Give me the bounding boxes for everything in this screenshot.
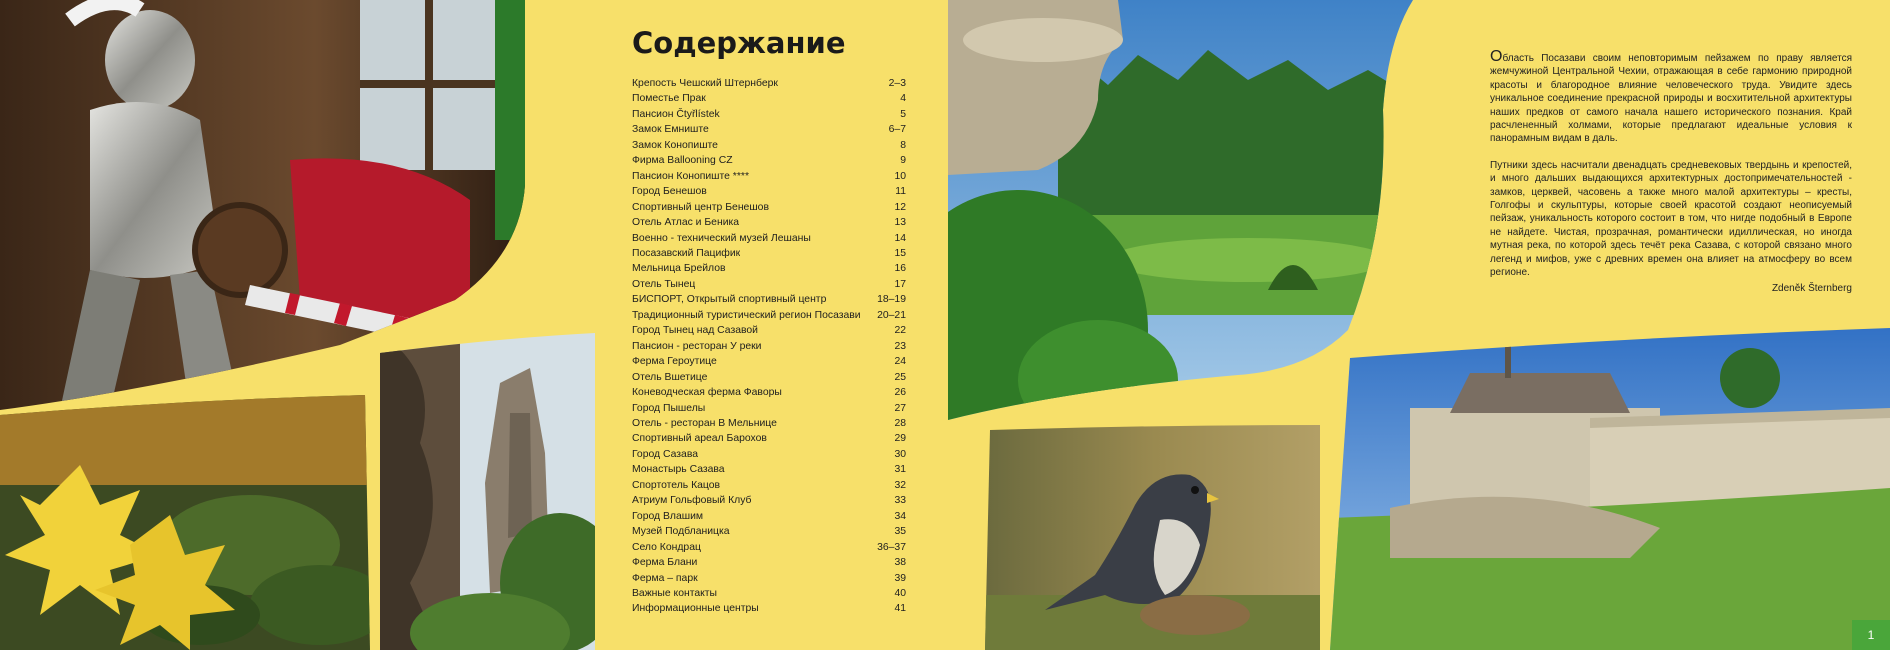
toc-item-page: 30: [894, 448, 906, 460]
castle-photo: [1330, 318, 1890, 650]
toc-item-title: Отель Атлас и Беника: [632, 217, 740, 229]
toc-item-page: 41: [894, 603, 906, 615]
toc-item-page: 25: [894, 371, 906, 383]
toc-item-page: 15: [894, 247, 906, 259]
toc-item[interactable]: [632, 478, 906, 493]
toc-item-page: 28: [894, 417, 906, 429]
toc-item-page: 16: [894, 263, 906, 275]
toc-title: Содержание: [632, 26, 846, 60]
toc-item-title: Город Тынец над Сазавой: [632, 325, 758, 337]
toc-item-page: 5: [900, 108, 906, 120]
toc-item-page: 23: [894, 340, 906, 352]
toc-item-title: Военно - технический музей Лешаны: [632, 232, 811, 244]
toc-item-page: 13: [894, 217, 906, 229]
toc-item-page: 9: [900, 155, 906, 167]
toc-item[interactable]: [632, 292, 906, 307]
toc-item-page: 38: [894, 557, 906, 569]
toc-item[interactable]: [632, 138, 906, 153]
toc-item[interactable]: [632, 385, 906, 400]
toc-item-title: Спортивный центр Бенешов: [632, 201, 769, 213]
toc-item-title: Город Бенешов: [632, 186, 707, 198]
toc-item-title: Спортотель Кацов: [632, 479, 721, 491]
page-number: 1: [1852, 620, 1890, 650]
toc-item[interactable]: [632, 277, 906, 292]
toc-item-title: Город Сазава: [632, 448, 698, 460]
toc-item-page: 31: [894, 464, 906, 476]
toc-item-page: 24: [894, 356, 906, 368]
toc-item-title: Информационные центры: [632, 603, 759, 615]
toc-item-title: Пансион Čtyřlístek: [632, 108, 720, 120]
toc-item[interactable]: [632, 308, 906, 323]
toc-item-page: 6–7: [888, 124, 906, 136]
toc-item[interactable]: [632, 524, 906, 539]
toc-item-title: БИСПОРТ, Открытый спортивный центр: [632, 294, 827, 306]
toc-item[interactable]: [632, 431, 906, 446]
toc-item-page: 22: [894, 325, 906, 337]
toc-item-page: 14: [894, 232, 906, 244]
toc-item-title: Коневодческая ферма Фаворы: [632, 387, 782, 399]
toc-item-page: 34: [894, 510, 906, 522]
toc-item-title: Поместье Прак: [632, 93, 706, 105]
toc-item[interactable]: [632, 586, 906, 601]
dropcap: О: [1490, 48, 1503, 65]
toc-item[interactable]: [632, 91, 906, 106]
intro-paragraph-1: [1490, 48, 1852, 146]
toc-item-title: Отель - ресторан В Мельнице: [632, 417, 777, 429]
toc-item[interactable]: [632, 540, 906, 555]
toc-item[interactable]: [632, 493, 906, 508]
toc-item[interactable]: [632, 169, 906, 184]
toc-item[interactable]: [632, 200, 906, 215]
toc-item-title: Отель Вшетице: [632, 371, 708, 383]
toc-list: [632, 76, 906, 617]
toc-item[interactable]: [632, 261, 906, 276]
toc-item[interactable]: [632, 246, 906, 261]
toc-item-title: Атриум Гольфовый Клуб: [632, 495, 752, 507]
toc-item[interactable]: [632, 462, 906, 477]
toc-item[interactable]: [632, 447, 906, 462]
toc-item[interactable]: [632, 153, 906, 168]
toc-item[interactable]: [632, 509, 906, 524]
toc-item-page: 26: [894, 387, 906, 399]
toc-item-page: 18–19: [877, 294, 906, 306]
intro-text: [1490, 48, 1852, 308]
toc-item[interactable]: [632, 354, 906, 369]
toc-item-title: Село Кондрац: [632, 541, 701, 553]
toc-item-title: Ферма Блани: [632, 557, 698, 569]
autumn-leaves-photo: [0, 395, 370, 650]
toc-item[interactable]: [632, 122, 906, 137]
toc-item-page: 8: [900, 139, 906, 151]
toc-item-title: Ферма Героутице: [632, 356, 717, 368]
ruin-photo: [380, 333, 595, 650]
toc-item-title: Замок Конопиште: [632, 139, 718, 151]
toc-item-title: Посазавский Пацифик: [632, 247, 741, 259]
toc-item-page: 11: [895, 186, 906, 198]
intro-paragraph-2: Путники здесь насчитали двенадцать средневековых твердынь и крепостей, и много дальших выдающихся архитектурных достопримечательностей - замков, церквей, часовень а также много малой архитектуры – кресты, Голгофы и скульптуры, которые своей красотой создают неописуемый пейзаж, уникальность которого состоит в том, что нигде подобный в Европе не найдете. Чистая, прозрачная, романтически идиллическая, но иногда мутная река, по которой здесь течёт река Сазава, с которой связано много легенд и мифов, уже с древних времен она влияет на атмосферу во всем регионе.: [1490, 159, 1852, 279]
toc-item-title: Замок Емниште: [632, 124, 709, 136]
toc-item-title: Традиционный туристический регион Посазави: [632, 309, 861, 321]
toc-item[interactable]: [632, 571, 906, 586]
toc-item-page: 12: [894, 201, 906, 213]
toc-item-page: 17: [894, 278, 906, 290]
toc-item-page: 32: [894, 479, 906, 491]
toc-item-title: Пансион Конопиште ****: [632, 170, 749, 182]
toc-item-page: 4: [900, 93, 906, 105]
toc-item-page: 39: [894, 572, 906, 584]
toc-item-page: 29: [894, 433, 906, 445]
toc-item[interactable]: [632, 323, 906, 338]
toc-item-page: 2–3: [888, 78, 906, 89]
toc-item[interactable]: [632, 416, 906, 431]
toc-item-page: 36–37: [877, 541, 906, 553]
toc-item-page: 35: [894, 526, 906, 538]
toc-item[interactable]: [632, 231, 906, 246]
toc-item-title: Музей Подбланицка: [632, 526, 730, 538]
toc-item-title: Ферма – парк: [632, 572, 698, 584]
toc-item-page: 40: [894, 587, 906, 599]
toc-item-title: Пансион - ресторан У реки: [632, 340, 762, 352]
toc-item[interactable]: [632, 76, 906, 91]
toc-item-title: Крепость Чешский Штернберк: [632, 78, 778, 89]
toc-item-title: Отель Тынец: [632, 278, 696, 290]
toc-item[interactable]: [632, 370, 906, 385]
toc-item[interactable]: [632, 184, 906, 199]
toc-item[interactable]: [632, 601, 906, 616]
toc-item-page: 27: [894, 402, 906, 414]
toc-item[interactable]: [632, 555, 906, 570]
intro-paragraph-1-text: бласть Посазави своим неповторимым пейзажем по праву является жемчужиной Центральной Чехии, отражающая в себе гармонию природной красоты и благородное влияние человеческого труда. Увидите здесь уникальное соединение прекрасной природы и восхитительной архитектуры наших предков от самого начала нашего исторического познания. Край расчлененный холмами, которые предлагают идеальные условия к панорамным видам в даль.: [1490, 53, 1852, 145]
toc-item-title: Фирма Ballooning CZ: [632, 155, 733, 167]
toc-item-title: Спортивный ареал Барохов: [632, 433, 767, 445]
toc-item[interactable]: [632, 107, 906, 122]
toc-item-page: 33: [894, 495, 906, 507]
toc-item-title: Важные контакты: [632, 587, 718, 599]
toc-item[interactable]: [632, 339, 906, 354]
table-of-contents: [632, 26, 906, 617]
signature: Zdeněk Šternberg: [1771, 282, 1852, 294]
toc-item-page: 10: [894, 170, 906, 182]
falcon-photo: [985, 425, 1325, 650]
toc-item-page: 20–21: [877, 309, 906, 321]
toc-item-title: Город Влашим: [632, 510, 704, 522]
toc-item-title: Мельница Брейлов: [632, 263, 726, 275]
toc-item[interactable]: [632, 215, 906, 230]
toc-item-title: Город Пышелы: [632, 402, 706, 414]
toc-item-title: Монастырь Сазава: [632, 464, 725, 476]
toc-item[interactable]: [632, 401, 906, 416]
